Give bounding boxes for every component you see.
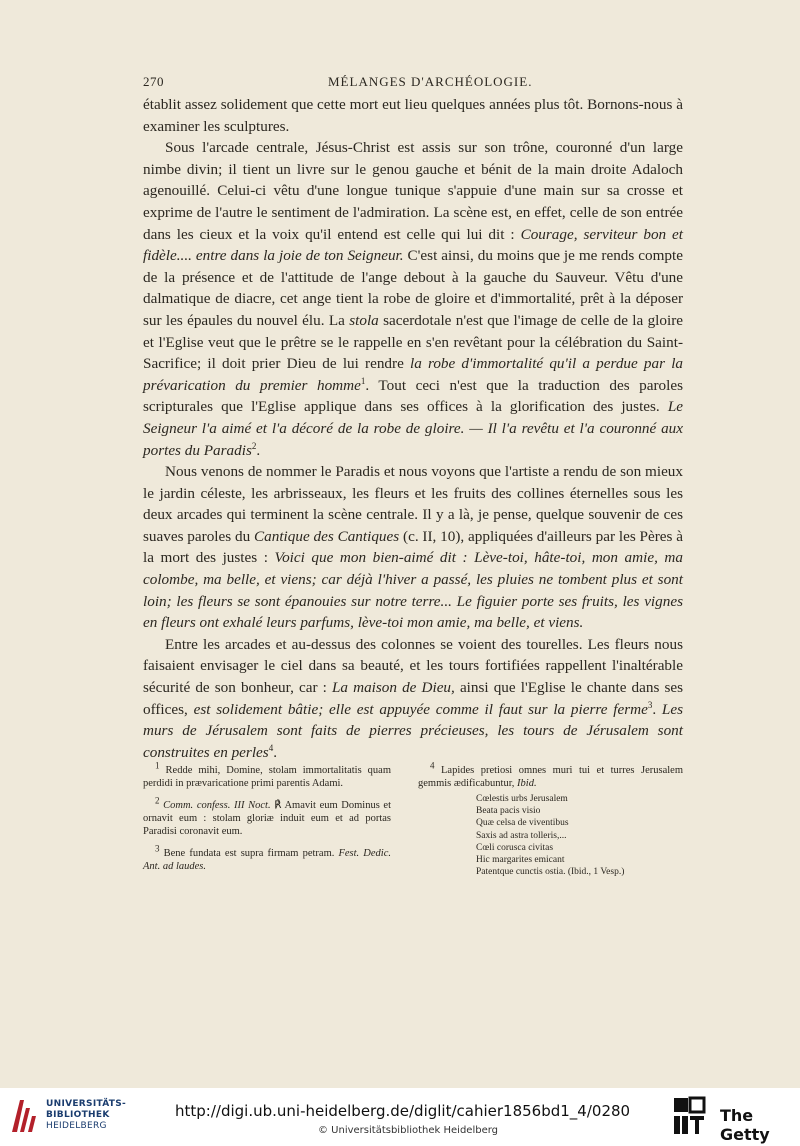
footnote-1 [143,760,392,790]
p2-italic-1: Courage, serviteur bon et fidèle.... entre dans la joie de ton Seigneur. [143,225,684,265]
p2-italic-2: stola [349,311,379,329]
hymn-line: Cœli corusca civitas [476,842,554,853]
p2-text-e: . [256,441,261,459]
getty-logo-icon[interactable] [672,1096,706,1136]
library-name-line-1: UNIVERSITÄTS- [46,1099,127,1109]
copyright-notice: © Universitätsbibliothek Heidelberg [318,1125,499,1136]
paragraph-3 [143,461,683,634]
hymn-line: Cœlestis urbs Jerusalem [476,794,568,804]
viewer-footer [0,1088,800,1146]
library-name-line-2: BIBLIOTHEK [46,1110,110,1120]
p3-italic-2: Voici que mon bien-aimé dit : Lève-toi, hâte-toi, mon amie, ma colombe, ma belle, et viens; car déjà l'hiver a passé, les pluies ne tombent plus et sont loin; les fleurs se sont épanouies sur notre terre... Le figuier porte ses fruits, les vignes en fleurs ont exhalé leurs parfums, lève-toi mon amie, ma belle, et viens. [143,549,683,632]
footnote-ref-4: 4 [268,742,274,753]
permalink-url[interactable]: http://digi.ub.uni-heidelberg.de/diglit/cahier1856bd1_4/0280 [175,1102,631,1120]
getty-name: The Getty [720,1106,770,1144]
p4-text-b: ainsi que l'Eglise le chante dans ses offices, [143,679,684,718]
hymn-line: Patentque cunctis ostia. (Ibid., 1 Vesp.) [476,867,625,878]
paragraph-1 [143,94,683,137]
hymn-line: Quæ celsa de viventibus [476,818,569,829]
library-name [46,1099,126,1132]
p2-text-a: Sous l'arcade centrale, Jésus-Christ est assis sur son trône, couronné d'un large nimbe divin; il tient un livre sur le genou gauche et bénit de la main droite Adaloch agenouillé. Celui-ci vêtu d'une longue tunique s'appuie d'une main sur sa crosse et exprime de l'autre le sentiment de l'admiration. La scène est, en effet, celle de son entrée dans les cieux et la voix qu'il entend est celle qui lui dit : [143,139,683,243]
footnote-1-number: 1 [155,760,160,771]
footnote-4-text: Lapides pretiosi omnes muri tui et turres Jerusalem gemmis ædificabuntur, [418,765,683,789]
footnotes-right-column [418,760,683,878]
p4-text-a: Entre les arcades et au-dessus des colonnes se voient des tourelles. Les fleurs nous faisaient envisager le ciel dans sa beauté, et les tours fortifiées rappellent l'inaltérable sécurité de son bonheur, car : [143,635,683,697]
hymn-line: Beata pacis visio [476,806,541,817]
p2-italic-3: la robe d'immortalité qu'il a perdue par la prévarication du premier homme [143,355,684,394]
footnote-ref-3: 3 [647,699,653,710]
paragraph-2 [143,137,683,461]
university-library-logo-icon[interactable] [8,1096,42,1136]
body-text [143,94,683,763]
hymn-line: Hic margarites emicant [476,855,565,866]
footnote-2-reference: Comm. confess. III Noct. [163,800,271,811]
p2-italic-4: Le Seigneur l'a aimé et l'a décoré de la robe de gloire. — Il l'a revêtu et l'a couronné aux portes du Paradis [143,398,683,459]
p3-text-b: (c. II, 10), appliquées d'ailleurs par les Pères à la mort des justes : [143,527,684,567]
footnote-ref-2: 2 [251,440,257,451]
paragraph-1-text: établit assez solidement que cette mort eut lieu quelques années plus tôt. Bornons-nous à examiner les sculptures. [143,96,683,135]
p4-italic-1: La maison de Dieu, [331,679,455,697]
page-number: 270 [143,74,164,89]
p3-text-a: Nous venons de nommer le Paradis et nous voyons que l'artiste a rendu de son mieux le jardin céleste, les arbrisseaux, les fleurs et les fruits des collines éternelles sous les deux arcades qui terminent la scène centrale. Il y a là, je pense, quelque souvenir de ces suaves paroles du [143,463,683,545]
p4-italic-3: Les murs de Jérusalem sont faits de pierres précieuses, les tours de Jérusalem sont construites en perles [143,700,684,761]
footnote-ref-1: 1 [360,375,366,386]
p4-italic-2: est solidement bâtie; elle est appuyée comme il faut sur la pierre ferme [193,700,648,718]
paragraph-4 [143,634,683,764]
hymn-verses [476,793,683,878]
footnotes-left-column [143,760,392,882]
footnote-3 [143,843,391,873]
running-title: MÉLANGES D'ARCHÉOLOGIE. [328,74,533,89]
p2-text-b: C'est ainsi, du moins que je me rends compte de la présence et de l'attitude de l'ange debout à la gauche du Sauveur. Vêtu d'une dalmatique de diacre, cet ange tient la robe de gloire et d'immortalité, prêt à la déposer sur les épaules du nouvel élu. La [143,247,683,329]
footnote-3-number: 3 [155,843,160,854]
p4-text-c: . [652,700,657,718]
p2-text-c: sacerdotale n'est que l'image de celle de la gloire et l'Eglise veut que le prêtre se le rappelle en s'en revêtant pour la célébration du Saint-Sacrifice; il doit prier Dieu de lui rendre [143,311,683,373]
footnote-4-reference: Ibid. [517,778,537,789]
p4-text-d: . [273,743,277,761]
footnote-2 [143,795,392,838]
footnote-4 [418,760,683,790]
footnote-1-text: Redde mihi, Domine, stolam immortalitatis quam perdidi in prævaricatione primi parentis Adami. [143,765,392,789]
footnote-3-reference: Fest. Dedic. Ant. ad laudes. [143,848,391,872]
p2-text-d: . Tout ceci n'est que la traduction des paroles scripturales que l'Eglise applique dans ses offices à la glorification des justes. [143,376,683,416]
library-name-line-3: HEIDELBERG [46,1121,107,1131]
hymn-line: Saxis ad astra tolleris,... [476,830,567,841]
footnote-2-number: 2 [155,795,160,806]
footnote-4-number: 4 [430,760,435,771]
footnote-3-text: Bene fundata est supra firmam petram. [163,848,335,859]
p3-italic-1: Cantique des Cantiques [254,527,400,545]
footnote-2-text: ℟ Amavit eum Dominus et ornavit eum : stolam gloriæ induit eum et ad portas Paradisi coronavit eum. [143,800,392,837]
